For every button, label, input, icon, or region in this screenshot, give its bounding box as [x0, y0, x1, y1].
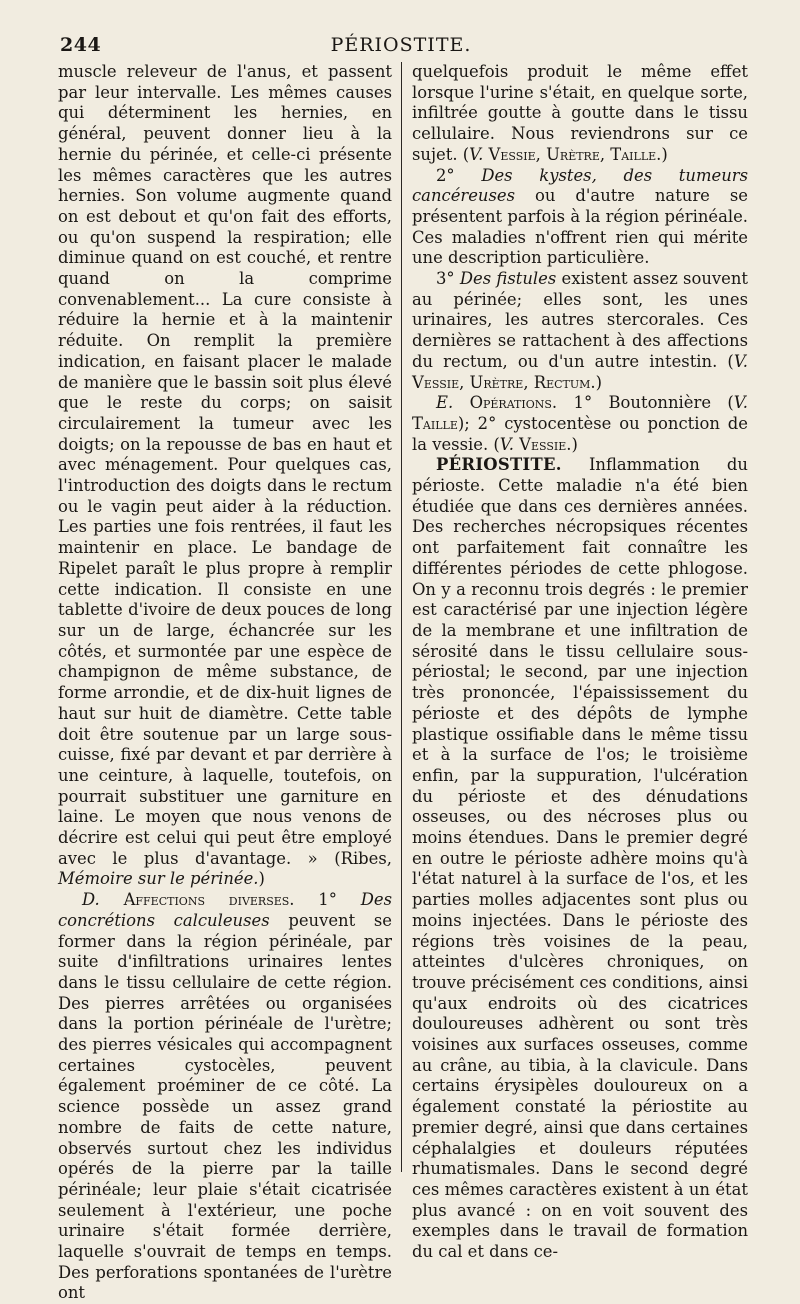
entry-heading: PÉRIOSTITE. — [436, 455, 562, 475]
cross-reference: Vessie, Urètre, Taille. — [483, 144, 662, 164]
section-letter: E. — [436, 393, 454, 413]
cross-reference: Taille — [412, 413, 458, 433]
page-number: 244 — [60, 34, 102, 56]
column-divider — [401, 62, 402, 1172]
paragraph-kystes: 2° Des kystes, des tumeurs cancéreuses ou d'autre nature se présentent parfois à la région périnéale. Ces maladies n'offrent rien qui mérite une description particulière. — [412, 165, 748, 268]
entry-periostite: PÉRIOSTITE. Inflammation du périoste. Cette maladie n'a été bien étudiée que dans ces dernières années. Des recherches nécropsiques récentes ont parfaitement fait connaître les différentes périodes de cette phlogose. On y a reconnu trois degrés : le premier est caractérisé par une injection légère de la membrane et une infiltration de sérosité dans le tissu cellulaire sous-périostal; le second, par une injection très prononcée, l'épaississement du périoste et des dépôts de lymphe plastique ossifiable dans le même tissu et à la surface de l'os; le troisième enfin, par la suppuration, l'ulcération du périoste et des dénudations osseuses, ou des nécroses plus ou moins étendues. Dans le premier degré en outre le périoste adhère moins qu'à l'état naturel à la surface de l'os, et les parties molles adjacentes sont plus ou moins injectées. Dans le périoste des régions très voisines de la peau, atteintes d'ulcères chroniques, on trouve précisément ces conditions, ainsi qu'aux endroits où des cicatrices douloureuses adhèrent ou sont très voisines aux surfaces osseuses, comme au crâne, au tibia, à la clavicule. Dans certains érysipèles douloureux on a également constaté la périostite au premier degré, ainsi que dans certaines céphalalgies et douleurs réputées rhumatismales. Dans le second degré ces mêmes caractères existent à un état plus avancé : on en voit souvent des exemples dans le travail de formation du cal et dans ce- — [412, 455, 748, 1262]
right-column — [412, 62, 748, 1262]
paragraph-affections-diverses: D. Affections diverses. 1° Des concrétions calculeuses peuvent se former dans la région périnéale, par suite d'infiltrations urinaires lentes dans le tissu cellulaire de cette région. Des pierres arrêtées ou organisées dans la portion périnéale de l'urètre; des pierres vésicales qui accompagnent certaines cystocèles, peuvent également proéminer de ce côté. La science possède un assez grand nombre de faits de cette nature, observés surtout chez les individus opérés de la pierre par la taille périnéale; leur plaie s'était cicatrisée seulement à l'extérieur, une poche urinaire s'était formée derrière, laquelle s'ouvrait de temps en temps. Des perforations spontanées de l'urètre ont — [58, 890, 392, 1303]
paragraph-fistules: 3° Des fistules existent assez souvent au périnée; elles sont, les unes urinaires, les autres stercorales. Ces dernières se rattachent à des affections du rectum, ou d'un autre intestin. (V. Vessie, Urètre, Rectum.) — [412, 269, 748, 392]
paragraph-operations: E. Opérations. 1° Boutonnière (V. Taille); 2° cystocentèse ou ponction de la vessie. (V. Vessie.) — [412, 393, 748, 454]
left-column — [58, 62, 392, 1303]
topic-calculs: Des concrétions calculeuses — [58, 890, 392, 930]
section-heading: Affections diverses. — [123, 890, 295, 910]
section-letter: D. — [82, 890, 100, 910]
page-header — [56, 30, 746, 58]
cross-reference: Vessie. — [513, 434, 572, 454]
topic-kystes: Des kystes, des tumeurs cancéreuses — [412, 165, 748, 206]
paragraph-continued: quelquefois produit le même effet lorsque l'urine s'était, en quelque sorte, infiltrée goutte à goutte dans le tissu cellulaire. Nous reviendrons sur ce sujet. (V. Vessie, Urètre, Taille.) — [412, 62, 748, 164]
cross-reference: Vessie, Urètre, Rectum. — [412, 372, 596, 392]
running-head: PÉRIOSTITE. — [330, 34, 472, 56]
paragraph-hernia-continued: muscle releveur de l'anus, et passent par leur intervalle. Les mêmes causes qui déterminent les hernies, en général, peuvent donner lieu à la hernie du périnée, et celle-ci présente les mêmes caractères que les autres hernies. Son volume augmente quand on est debout et qu'on fait des efforts, ou qu'on suspend la respiration; elle diminue quand on est couché, et rentre quand on la comprime convenablement... La cure consiste à réduire la hernie et à la maintenir réduite. On remplit la première indication, en faisant placer le malade de manière que le bassin soit plus élevé que le reste du corps; on saisit circulairement la tumeur avec les doigts; on la repousse de bas en haut et avec ménagement. Pour quelques cas, l'introduction des doigts dans le rectum ou le vagin peut aider à la réduction. Les parties une fois rentrées, il faut les maintenir en place. Le bandage de Ripelet paraît le plus propre à remplir cette indication. Il consiste en une tablette d'ivoire de deux pouces de long sur un de large, échancrée sur les côtés, et surmontée par une espèce de champignon de même substance, de forme arrondie, et de dix-huit lignes de haut sur huit de diamètre. Cette table doit être soutenue par un large sous-cuisse, fixé par devant et par derrière à une ceinture, à laquelle, toutefois, on pourrait substituer une garniture en laine. Le moyen que nous venons de décrire est celui qui peut être employé avec le plus d'avantage. » (Ribes, Mémoire sur le périnée.) — [58, 62, 392, 889]
section-heading: Opérations. — [469, 393, 558, 413]
citation-title: Mémoire sur le périnée. — [58, 869, 259, 889]
topic-fistules: Des fistules — [459, 269, 557, 289]
